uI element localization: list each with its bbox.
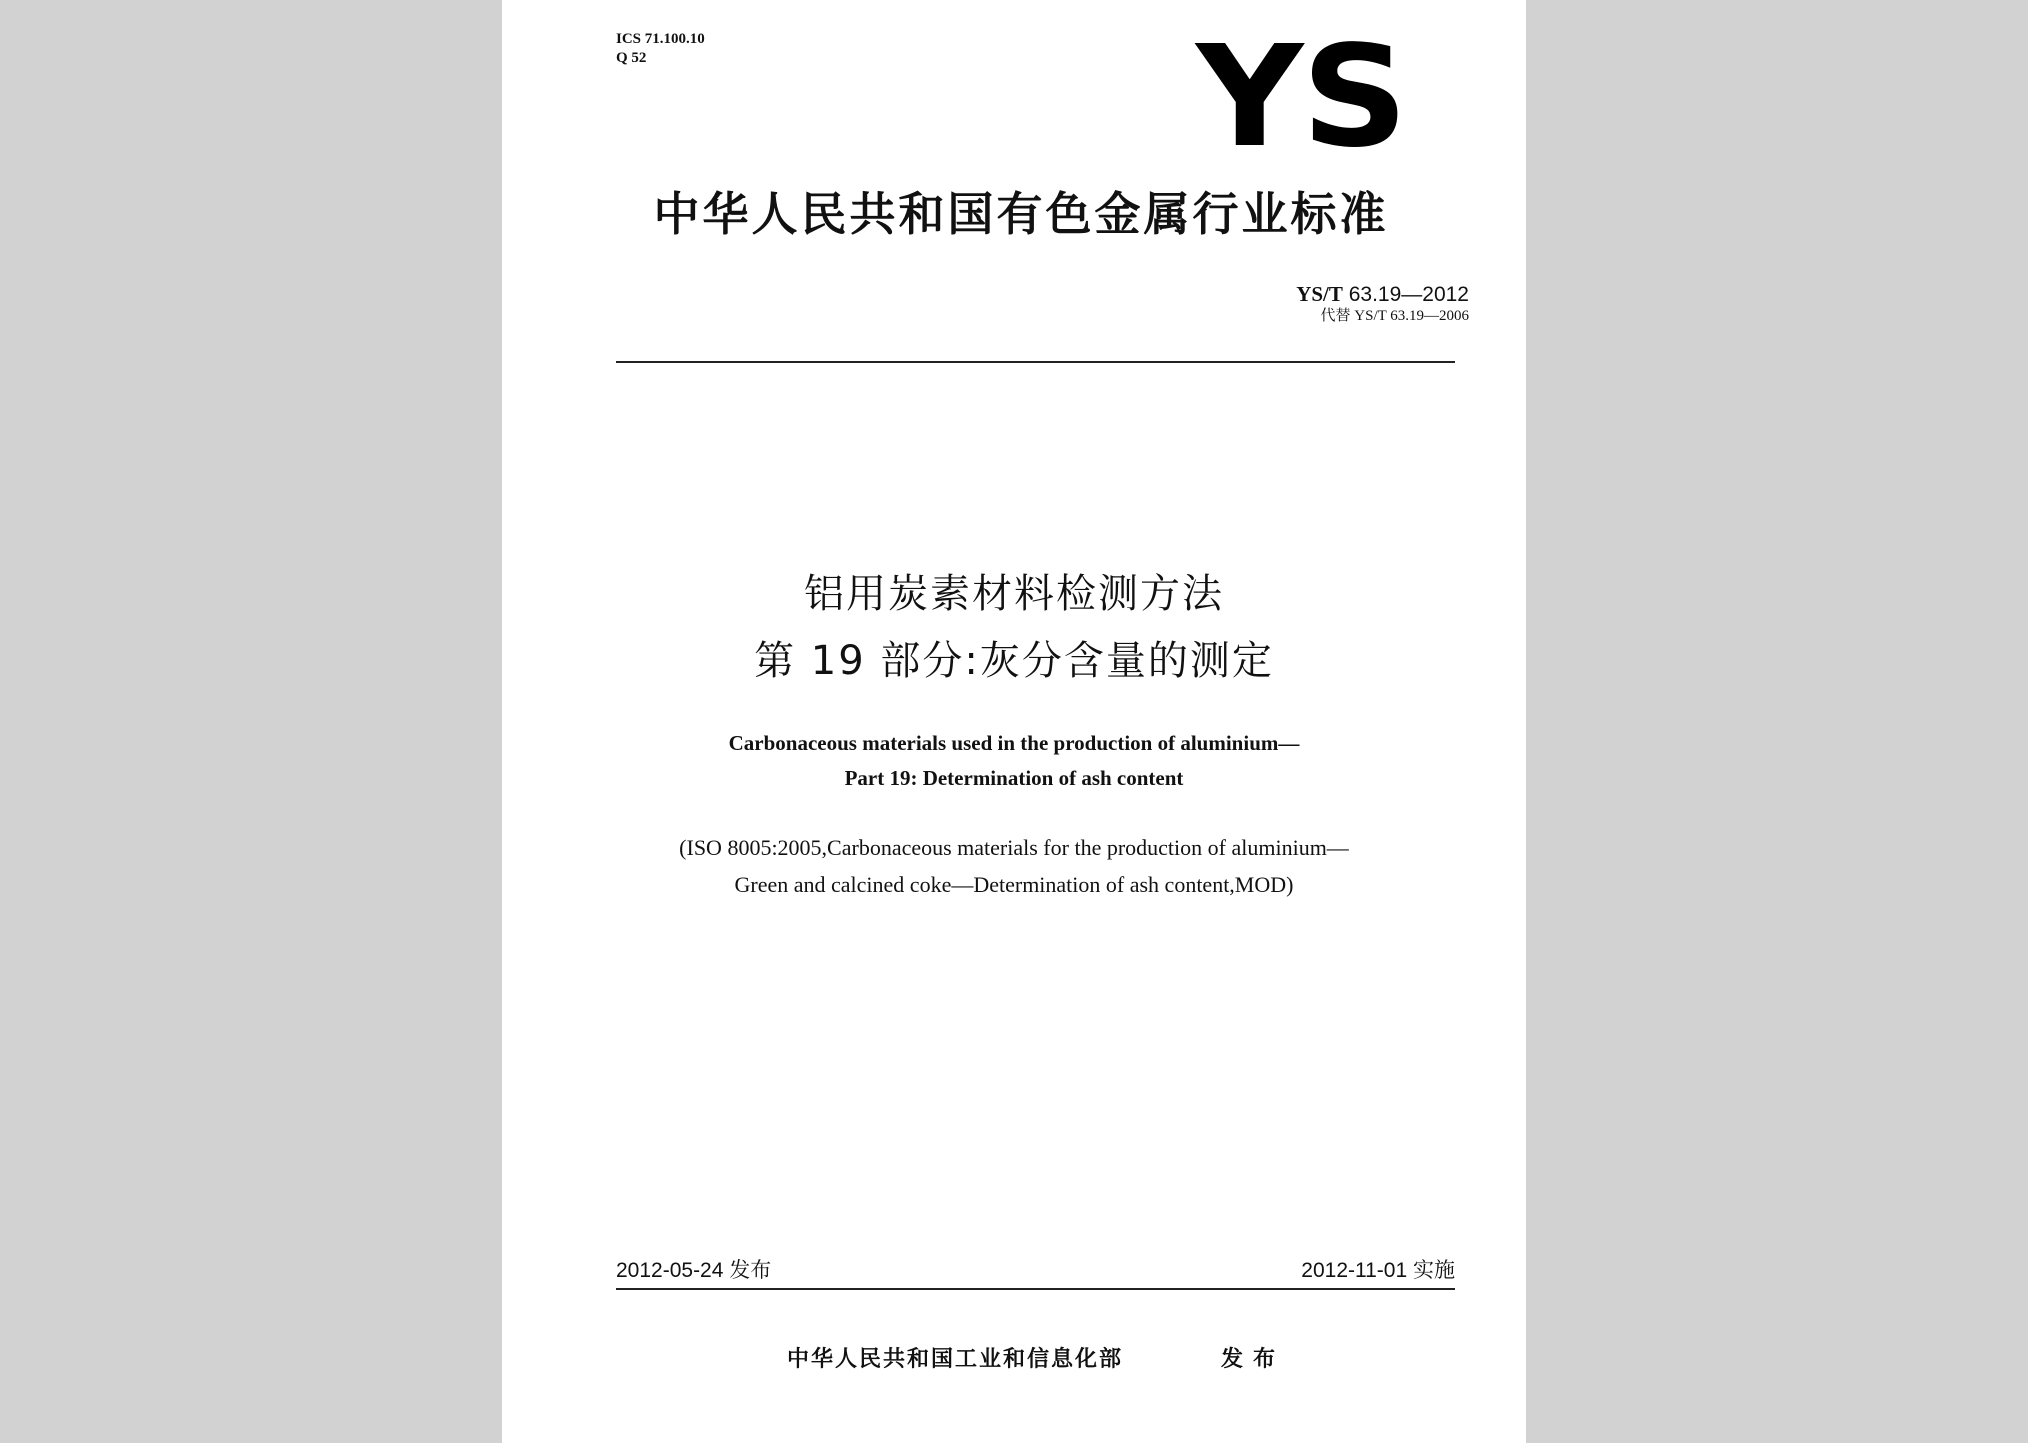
standard-prefix: YS/T bbox=[1296, 282, 1343, 306]
iso-reference-line-2: Green and calcined coke—Determination of ash content,MOD) bbox=[734, 872, 1294, 897]
ics-code: ICS 71.100.10 bbox=[616, 31, 705, 47]
chinese-title-line-2: 第 19 部分:灰分含量的测定 bbox=[754, 638, 1274, 684]
english-title-line-2: Part 19: Determination of ash content bbox=[844, 766, 1184, 790]
ys-logo: YS bbox=[1196, 16, 1407, 179]
iso-reference-line-1: (ISO 8005:2005,Carbonaceous materials for the production of aluminium— bbox=[679, 835, 1349, 860]
english-title-line-1: Carbonaceous materials used in the production of aluminium— bbox=[728, 731, 1300, 755]
replaces-standard: 代替 YS/T 63.19—2006 bbox=[1320, 308, 1469, 324]
implementation-date: 2012-11-01 实施 bbox=[1301, 1259, 1455, 1282]
publish-label: 发布 bbox=[1221, 1347, 1286, 1372]
chinese-title-line-1: 铝用炭素材料检测方法 bbox=[804, 571, 1224, 617]
issue-date: 2012-05-24 发布 bbox=[616, 1259, 772, 1282]
publisher: 中华人民共和国工业和信息化部 bbox=[787, 1347, 1124, 1372]
ccs-code: Q 52 bbox=[616, 50, 647, 66]
top-divider bbox=[616, 361, 1455, 363]
standard-category-title: 中华人民共和国有色金属行业标准 bbox=[653, 187, 1389, 241]
standard-number bbox=[1296, 282, 1469, 307]
document-page bbox=[502, 0, 1526, 1443]
bottom-divider bbox=[616, 1288, 1455, 1290]
standard-number-value: 63.19—2012 bbox=[1348, 283, 1469, 306]
